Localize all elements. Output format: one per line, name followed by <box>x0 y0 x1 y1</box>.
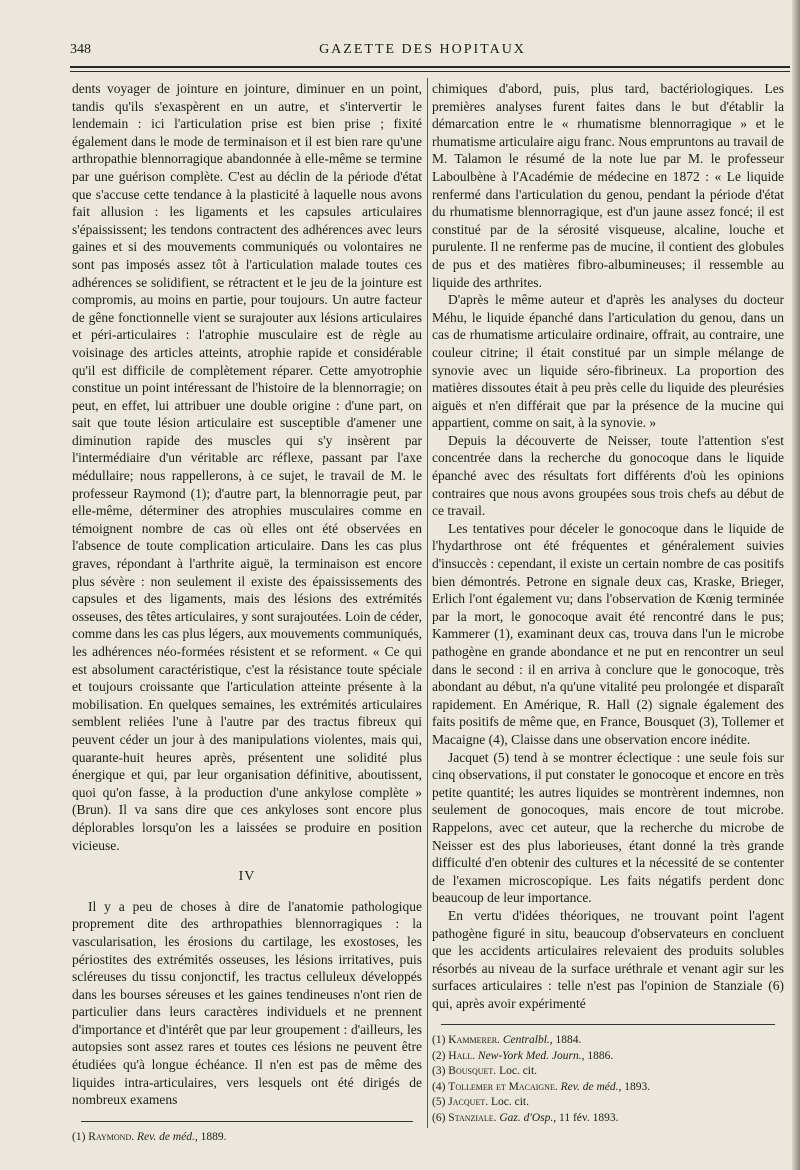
right-paragraph-4: Les tentatives pour déceler le gonocoque dans le liquide de l'hydarthrose ont été fréquentes et généralement suivies d'insuccès : cependant, il existe un certain nombre de cas positifs bien démontrés. Petrone en signale deux cas, Kraske, Brieger, Erlich l'ont également vu; dans l'observation de Kœnig terminée par la mort, le gonocoque avait été rencontré dans le pus; Kammerer (1), examinant deux cas, trouva dans l'un le microbe pathogène en grande abondance et ne put en rencontrer un seul dans le second : il en arriva à conclure que le gonocoque, très abondant au début, n'a qu'une vitalité peu prolongée et disparaît rapidement. En Amérique, R. Hall (2) signale également des faits positifs de même que, en France, Bousquet (3), Tollemer et Macaigne (4), Claisse dans une observation encore inédite. <box>432 520 784 747</box>
footnote: (2) Hall. New-York Med. Journ., 1886. <box>432 1049 614 1062</box>
right-paragraph-5: Jacquet (5) tend à se montrer éclectique : une seule fois sur cinq observations, il put constater le gonocoque et encore en très petite quantité; les autres liquides se montrèrent indemnes, non seulement de gonocoques, mais encore de tout microbe. Rappelons, avec cet auteur, que la recherche du microbe de Neisser est des plus laborieuses, étant donné la très grande difficulté d'en obtenir des cultures et la nécessité de se contenter de l'examen microscopique. Les faits négatifs perdent donc beaucoup de leur importance. <box>432 749 784 906</box>
right-paragraph-3: Depuis la découverte de Neisser, toute l'attention s'est concentrée dans la recherche du gonocoque dans le liquide épanché avec des résultats fort différents d'où les opinions contraires que nous avons groupées sous trois chefs au début de ce travail. <box>432 432 784 519</box>
footnote: (1) Raymond. Rev. de méd., 1889. <box>72 1130 227 1143</box>
footnote: (3) Bousquet. Loc. cit. <box>432 1065 538 1078</box>
left-paragraph-2: Il y a peu de choses à dire de l'anatomie pathologique proprement dite des arthropathies blennorragiques : la vascularisation, les érosions du cartilage, les exostoses, les périostites des extrémités osseuses, les lésions irritatives, puis scléreuses du tissu conjonctif, les tractus celluleux développés dans les bourses séreuses et les gaines tendineuses n'ont rien de particulier dans leurs caractères individuels et ne prennent d'importance et d'intérêt que par leur groupement : d'ailleurs, les autopsies sont assez rares et toutes ces lésions ne peuvent être étudiées qu'à longue échéance. Il n'en est pas de même des liquides intra-articulaires, vers lesquels ont été dirigés de nombreux examens <box>72 898 422 1108</box>
right-footnotes <box>432 1033 784 1126</box>
right-column <box>432 80 784 1126</box>
column-divider <box>427 78 428 1128</box>
page-edge-shadow <box>792 0 800 1170</box>
footnote-rule <box>441 1024 775 1025</box>
header-rule <box>70 66 790 68</box>
left-footnotes <box>72 1130 422 1146</box>
footnote: (4) Tollemer et Macaigne. Rev. de méd., 1893. <box>432 1080 651 1093</box>
running-title: GAZETTE DES HOPITAUX <box>319 42 526 57</box>
header-rule-thin <box>70 71 790 72</box>
left-paragraph-1: dents voyager de jointure en jointure, diminuer en un point, tandis qu'ils s'exaspèrent en un autre, et s'intervertir le lendemain : ici l'articulation prise est bien prise ; fixité également dans le mode de terminaison et il est bien rare qu'une arthropathie blennorragique abandonnée à elle-même se termine par une guérison complète. C'est au déclin de la période d'état que s'accuse cette tendance à la plasticité à laquelle nous avons fait allusion : les ligaments et les capsules articulaires s'épaississent; les tendons contractent des adhérences avec leurs gaines et si des mouvements communiqués ou volontaires ne sont pas imposés assez tôt à l'articulation malade toutes ces adhérences se solidifient, se rétractent et le jeu de la jointure est compromis, au moins en partie, pour toujours. Un autre facteur de gêne fonctionnelle vient se surajouter aux lésions articulaires et péri-articulaires : l'atrophie musculaire est de règle au voisinage des articles atteints, atrophie rapide et considérable qu'il est difficile de complètement réparer. Cette amyotrophie constitue un point intéressant de l'histoire de la blennorragie; on peut, en effet, lui attribuer une double origine : d'une part, on sait que toute lésion articulaire est susceptible d'amener une diminution rapide des muscles qui s'y insèrent par l'intermédiaire d'un véritable arc réflexe, passant par l'axe médullaire; nous rappellerons, à ce sujet, le travail de M. le professeur Raymond (1); d'autre part, la blennorragie peut, par elle-même, déterminer des atrophies musculaires comme en témoignent nombre de cas où elles ont été observées en l'absence de toute complication articulaire. Dans les cas plus graves, répondant à l'arthrite aiguë, la terminaison est encore plus sévère : non seulement il existe des épaississements des capsules et des ligaments, mais des lésions des extrémités osseuses, des têtes articulaires, y sont surajoutées. Loin de céder, comme dans les cas plus légers, aux mouvements communiqués, les adhérences néo-formées résistent et se reforment. « Ce qui est absolument caractéristique, c'est la résistance toute spéciale et toujours croissante que l'articulation atteinte présente à la mobilisation. En quelques semaines, les extrémités articulaires semblent reliées l'une à l'autre par des tractus fibreux qui peuvent céder un jour à des manipulations violentes, mais qui, quarante-huit heures après, présentent une solidité plus énergique et qui, par leur organisation définitive, aboutissent, quoi qu'on fasse, à la production d'une ankylose complète » (Brun). Il va sans dire que ces ankyloses sont encore plus déplorables lorsqu'on les a laissées se produire en position vicieuse. <box>72 81 422 853</box>
page-header <box>70 38 775 58</box>
left-column <box>72 80 422 1145</box>
footnote: (1) Kammerer. Centralbl., 1884. <box>432 1034 582 1047</box>
footnote: (5) Jacquet. Loc. cit. <box>432 1096 529 1109</box>
section-heading: IV <box>238 869 256 885</box>
right-paragraph-1: chimiques d'abord, puis, plus tard, bactériologiques. Les premières analyses furent faites dans le but d'établir la démarcation entre le « rhumatisme blennorragique » et le rhumatisme articulaire aigu franc. Nous empruntons au travail de M. Talamon le résumé de la note lue par M. le professeur Laboulbène à l'Académie de médecine en 1872 : « Le liquide renfermé dans l'articulation du genou, pendant la période d'état du rhumatisme blennorragique, est d'un jaune assez foncé; il est constitué par de la sérosité visqueuse, alcaline, louche et purulente. Il ne renferme pas de mucine, il contient des globules de pus et des matières fibro-albumineuses; il ressemble au liquide des arthrites. <box>432 81 785 290</box>
footnote-rule <box>81 1121 414 1122</box>
page-number: 348 <box>70 42 91 57</box>
right-paragraph-2: D'après le même auteur et d'après les analyses du docteur Méhu, le liquide épanché dans l'articulation du genou, dans un cas de rhumatisme articulaire ordinaire, offrait, au contraire, une couleur citrine; il était constitué par un simple mélange de synovie avec un liquide séro-fibrineux. La proportion des matières dissoutes était à peu près celle du liquide des pleurésies aiguës et n'en différait que par la présence de la mucine qui appartient, comme on sait, à la synovie. » <box>432 292 784 431</box>
footnote: (6) Stanziale. Gaz. d'Osp., 11 fév. 1893. <box>432 1111 619 1124</box>
right-paragraph-6: En vertu d'idées théoriques, ne trouvant point l'agent pathogène figuré in situ, beaucoup d'observateurs en concluent que les accidents articulaires relevaient des produits solubles résorbés au niveau de la surface uréthrale et venant agir sur les surfaces articulaires : telle n'est pas l'opinion de Stanziale (6) qui, après avoir expérimenté <box>432 907 784 1011</box>
